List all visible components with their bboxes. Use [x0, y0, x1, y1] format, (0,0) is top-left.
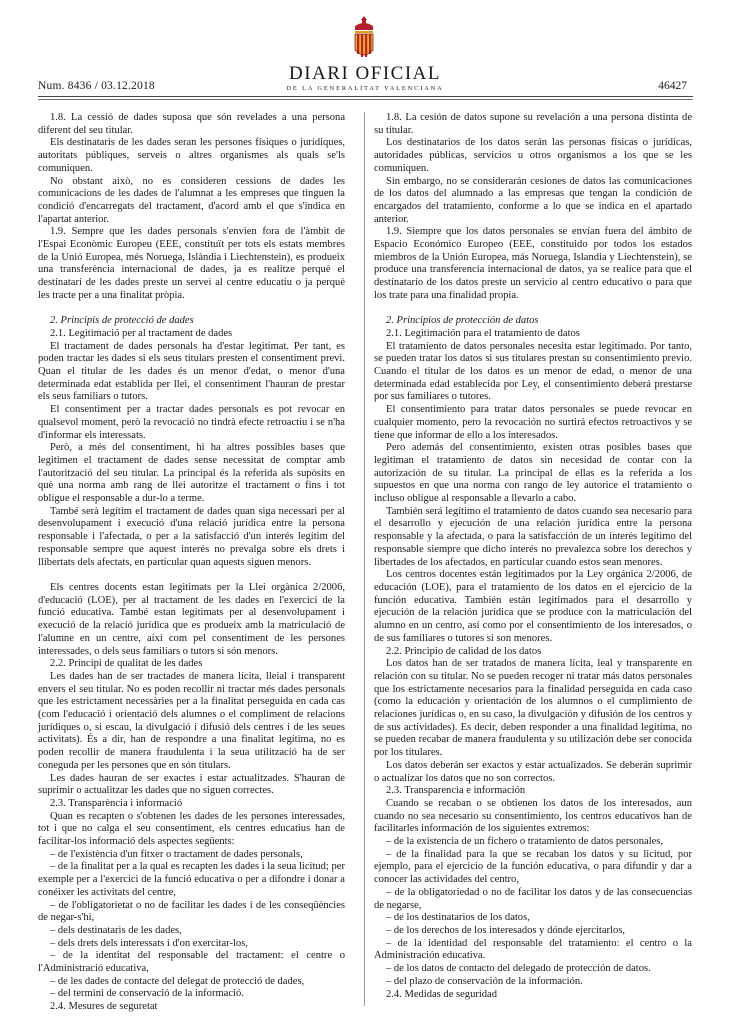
- paragraph: – del plazo de conservación de la información.: [386, 975, 583, 987]
- paragraph: 1.8. La cessió de dades suposa que són revelades a una persona diferent del seu titular.: [38, 112, 345, 136]
- paragraph: 2.2. Principi de qualitat de les dades: [50, 658, 203, 670]
- paragraph: – de les dades de contacte del delegat de protecció de dades,: [50, 975, 305, 987]
- paragraph: El tratamiento de datos personales necesita estar legitimado. Por tanto, se pueden tratar los datos si sus titulares prestan su consentimiento previo. Cuando el titular de los datos es un menor de edad, o menor de una determinada edad establecida por Ley, el consentimiento deberá prestarse por sus familiares o tutores.: [374, 340, 692, 403]
- paragraph: 2.3. Transparencia e información: [386, 785, 526, 797]
- paragraph: El consentimiento para tratar datos personales se puede revocar en cualquier momento, pero la revocación no surtirá efectos retroactivos y se tiene que informar de ello a los interesados.: [374, 404, 692, 441]
- journal-subtitle: DE LA GENERALITAT VALENCIANA: [286, 85, 444, 92]
- page-header: [0, 0, 730, 104]
- paragraph: – de los datos de contacto del delegado de protección de datos.: [386, 963, 651, 975]
- paragraph: Sin embargo, no se considerarán cesiones de datos las comunicaciones de los datos del alumnado a las empresas que tengan la condición de encargados del tratamiento, conforme a lo que se indica en el apartado anterior.: [374, 175, 692, 225]
- paragraph: – dels destinataris de les dades,: [50, 924, 182, 936]
- paragraph: – de la obligatoriedad o no de facilitar los datos y de las consecuencias de negarse,: [374, 886, 692, 911]
- paragraph: También será legítimo el tratamiento de datos cuando sea necesario para el desarrollo y ejecución de una relación jurídica entre la persona responsable y la afectada, o para la satisfacción de un interés legítimo del responsable siempre que dicho interés no prevalezca sobre los derechos y libertades de los afectados, en particular cuando estos sean menores.: [374, 505, 692, 568]
- paragraph: 2.1. Legitimació per al tractament de dades: [50, 327, 233, 339]
- paragraph: – de la existencia de un fichero o tratamiento de datos personales,: [386, 836, 664, 848]
- issue-number-date: Num. 8436 / 03.12.2018: [38, 80, 155, 92]
- paragraph: 2.2. Principio de calidad de los datos: [386, 645, 542, 657]
- page-number: 46427: [658, 80, 687, 92]
- paragraph: 2.1. Legitimación para el tratamiento de datos: [386, 327, 580, 339]
- paragraph: – de l'obligatorietat o no de facilitar les dades i de les conseqüències de negar-s'hi,: [38, 899, 345, 924]
- paragraph: – de la finalidad para la que se recaban los datos y su licitud, por ejemplo, para el ejercicio de la función educativa, o para difundir y dar a conocer las actividades del centro,: [374, 848, 692, 886]
- paragraph: Els destinataris de les dades seran les persones físiques o jurídiques, autoritats públiques, serveis o altres organismes als quals se'ls comuniquen.: [38, 137, 345, 174]
- column-valencian: [38, 112, 345, 1014]
- paragraph: 2.3. Transparència i informació: [50, 797, 183, 809]
- paragraph: 1.9. Sempre que les dades personals s'envien fora de l'àmbit de l'Espai Econòmic Europeu (EEE, constituït per tots els estats membres de la Unió Europea, més Noruega, Islàndia i Liechtenstein), es produeix una transferència internacional de dades, ja es realitze perquè el destinatari de les dades preste un servei al centre educatiu o ja perquè les tracte per a una finalitat pròpia.: [38, 226, 345, 301]
- paragraph: Los datos deberán ser exactos y estar actualizados. Se deberán suprimir o actualizar los datos que no son correctos.: [374, 759, 692, 784]
- paragraph: – de l'existència d'un fitxer o tractament de dades personals,: [50, 848, 303, 860]
- paragraph: 1.8. La cesión de datos supone su revelación a una persona distinta de su titular.: [374, 112, 692, 136]
- paragraph: – de los destinatarios de los datos,: [386, 912, 530, 924]
- paragraph: 2.4. Mesures de seguretat: [50, 1001, 158, 1013]
- paragraph: El tractament de dades personals ha d'estar legitimat. Per tant, es poden tractar les dades si els seus titulars presten el consentiment previ. Quan el titular de les dades és un menor d'edat, o menor d'una determinada edat establida per llei, el consentiment l'hauran de prestar els seus familiars o tutors.: [38, 340, 345, 403]
- paragraph: No obstant això, no es consideren cessions de dades les comunicacions de les dades de l'alumnat a les empreses que tinguen la condició d'encarregats del tractament, d'acord amb el que s'indica en l'apartat anterior.: [38, 175, 345, 225]
- paragraph: Los centros docentes están legitimados por la Ley orgánica 2/2006, de educación (LOE), para el tratamiento de los datos en el ejercicio de la función educativa. También están legitimados para el desarrollo y ejecución de la relación jurídica que se produce con la matriculación del alumno en un centro, así como por el consentimiento de los interesados, o de sus familiares o tutores si son menores.: [374, 569, 692, 644]
- section-heading: 2. Principis de protecció de dades: [50, 315, 194, 327]
- paragraph: Les dades han de ser tractades de manera lícita, lleial i transparent envers el seu titular. No es poden recollir ni tractar més dades personals que les estrictament necessàries per a la finalitat perseguida en cada cas (com l'educació i orientació dels alumnes o el compliment de relacions jurídiques o, si escau, la divulgació i difusió dels centres i de les seues activitats). És a dir, han de respondre a una finalitat legítima, no es poden recollir de manera fraudulenta i la seua utilització ha de ser coneguda per les persones que en són titulars.: [38, 670, 345, 771]
- paragraph: – del termini de conservació de la informació.: [50, 988, 244, 1000]
- paragraph: Quan es recapten o s'obtenen les dades de les persones interessades, tot i que no calga el seu consentiment, els centres educatius han de facilitar-los informació dels aspectes següents:: [38, 810, 345, 848]
- paragraph: 2.4. Medidas de seguridad: [386, 988, 498, 1000]
- paragraph: També serà legítim el tractament de dades quan siga necessari per al desenvolupament i execució d'una relació jurídica entre la persona responsable i l'afectada, o per a la satisfacció d'un interés legítim del responsable sempre que aquest interés no prevalga sobre els drets i llibertats dels afectats, en particular quan aquests siguen menors.: [38, 505, 345, 568]
- paragraph: – de la identitat del responsable del tractament: el centre o l'Administració educativa,: [38, 950, 345, 975]
- paragraph: Les dades hauran de ser exactes i estar actualitzades. S'hauran de suprimir o actualitzar les dades que no siguen correctes.: [38, 772, 345, 797]
- column-spanish: [374, 112, 692, 1001]
- generalitat-emblem-icon: [349, 14, 379, 66]
- masthead: [265, 64, 465, 92]
- paragraph: Pero además del consentimiento, existen otras posibles bases que legitiman el tratamiento de datos sin necesidad de contar con la autorización de su titular. La principal de ellas es la referida a los supuestos en que una norma con rango de ley autorice el tratamiento o incluso obligue al responsable a llevarlo a cabo.: [374, 442, 692, 505]
- paragraph: Los datos han de ser tratados de manera lícita, leal y transparente en relación con su titular. No se pueden recoger ni tratar más datos personales que los estrictamente necesarios para la finalidad perseguida en cada caso (como la educación y orientación de los alumnos o el cumplimiento de relaciones jurídicas o, en su caso, la divulgación y difusión de los centros y de sus actividades). Es decir, deben responder a una finalidad legítima, no se pueden recabar de manera fraudulenta y su utilización debe ser conocida por los titulares.: [374, 658, 692, 759]
- header-rule: [38, 96, 693, 97]
- paragraph: Els centres docents estan legitimats per la Llei orgànica 2/2006, d'educació (LOE), per al tractament de les dades en l'exercici de la funció educativa. També estan legitimats per al desenvolupament i execució de la relació jurídica que es produeix amb la matriculació de l'alumne en un centre, així com pel consentiment de les persones interessades, o dels seus familiars o tutors si són menors.: [38, 581, 345, 657]
- journal-title: DIARI OFICIAL: [289, 63, 441, 84]
- paragraph: Cuando se recaban o se obtienen los datos de los interesados, aun cuando no sea necesario su consentimiento, los centros educativos han de facilitarles información de los siguientes extremos:: [374, 797, 692, 835]
- paragraph: Los destinatarios de los datos serán las personas físicas o jurídicas, autoridades públicas, servicios u otros organismos a los que se les comuniquen.: [374, 137, 692, 174]
- paragraph: – dels drets dels interessats i d'on exercitar-los,: [50, 937, 248, 949]
- paragraph: 1.9. Siempre que los datos personales se envían fuera del ámbito de Espacio Económico Europeo (EEE, constituido por todos los estados miembros de la Unión Europea, más Noruega, Islandia y Liechtenstein), se produce una transferencia internacional de datos, ya se realice para que el destinatario de los datos preste un servicio al centro educativo o para que los trate para una finalidad propia.: [374, 226, 692, 301]
- paragraph: Però, a més del consentiment, hi ha altres possibles bases que legitimen el tractament de dades sense necessitat de comptar amb l'autorització del seu titular. La principal és la referida als supòsits en què una norma amb rang de llei autoritze el tractament o fins i tot obligue el responsable a dur-lo a terme.: [38, 442, 345, 505]
- paragraph: – de la finalitat per a la qual es recapten les dades i la seua licitud; per exemple per a l'exercici de la funció educativa o per a difondre i donar a conéixer les activitats del centre,: [38, 861, 345, 898]
- paragraph: – de los derechos de los interesados y dónde ejercitarlos,: [386, 924, 625, 936]
- paragraph: El consentiment per a tractar dades personals es pot revocar en qualsevol moment, però la revocació no tindrà efecte retroactiu i se n'ha d'informar els interessats.: [38, 404, 345, 441]
- section-heading: 2. Principios de protección de datos: [386, 315, 539, 327]
- paragraph: – de la identidad del responsable del tratamiento: el centro o la Administración educativa.: [374, 937, 692, 962]
- column-divider: [364, 112, 365, 1006]
- header-rule-thin: [38, 99, 693, 100]
